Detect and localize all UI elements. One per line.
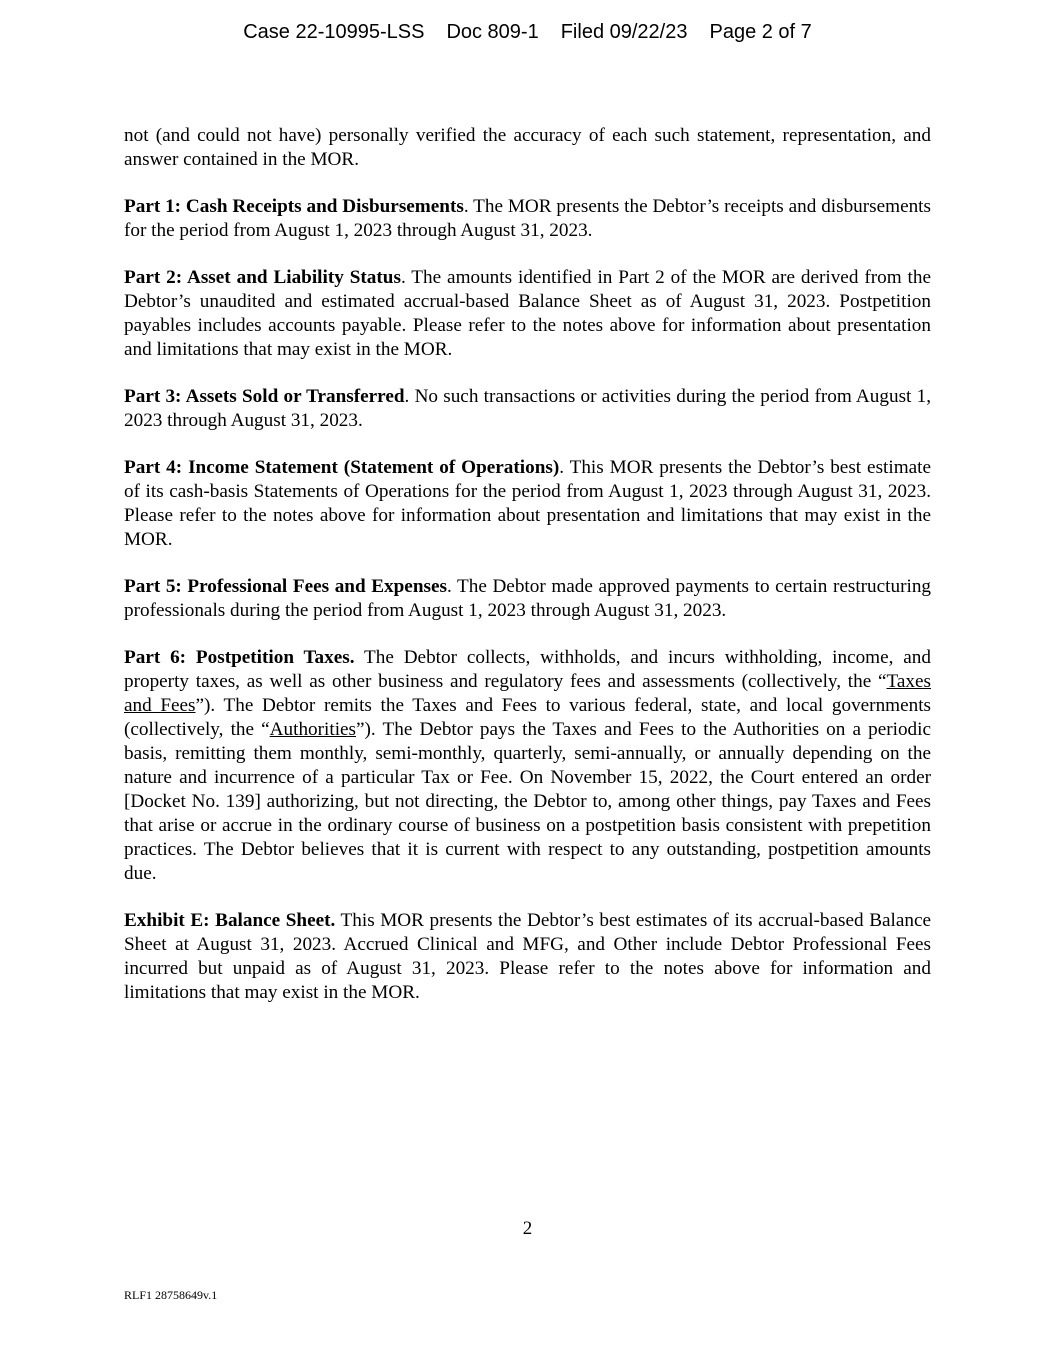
part6-text-c: ”). The Debtor pays the Taxes and Fees to the Authorities on a periodic basis, remitting them monthly, semi-monthly, quarterly, semi-annually, or annually depending on the nature and incurrence of a particular Tax or Fee. On November 15, 2022, the Court entered an order [Docket No. 139] authorizing, but not directing, the Debtor to, among other things, pay Taxes and Fees that arise or accrue in the ordinary course of business on a postpetition basis consistent with prepetition practices. The Debtor believes that it is current with respect to any outstanding, postpetition amounts due.: [124, 719, 931, 884]
filed-date: Filed 09/22/23: [560, 21, 688, 43]
part6-text-a: The Debtor collects, withholds, and incurs withholding, income, and property taxes, as well as other business and regulatory fees and assessments (collectively, the “: [124, 647, 931, 692]
defined-term-authorities: Authorities: [269, 719, 357, 740]
page-indicator: Page 2 of 7: [709, 21, 812, 43]
part2-text: . The amounts identified in Part 2 of the MOR are derived from the Debtor’s unaudited and estimated accrual-based Balance Sheet as of August 31, 2023. Postpetition payables includes accounts payable. Please refer to the notes above for information about presentation and limitations that may exist in the MOR.: [124, 267, 931, 360]
document-body: [124, 124, 931, 1028]
part1-text: . The MOR presents the Debtor’s receipts and disbursements for the period from August 1, 2023 through August 31, 2023.: [124, 196, 931, 241]
filing-header: [0, 19, 1055, 45]
part4-paragraph: [124, 456, 931, 552]
part3-text: . No such transactions or activities during the period from August 1, 2023 through August 31, 2023.: [124, 386, 931, 431]
part4-text: . This MOR presents the Debtor’s best estimate of its cash-basis Statements of Operations for the period from August 1, 2023 through August 31, 2023. Please refer to the notes above for information about presentation and limitations that may exist in the MOR.: [124, 457, 931, 550]
part5-heading: Part 5: Professional Fees and Expenses: [124, 576, 447, 597]
part1-paragraph: [124, 195, 931, 243]
exhibit-e-paragraph: [124, 909, 931, 1005]
intro-paragraph: not (and could not have) personally verified the accuracy of each such statement, representation, and answer contained in the MOR.: [124, 125, 931, 170]
part2-paragraph: [124, 266, 931, 362]
part3-paragraph: [124, 385, 931, 433]
exhibit-e-heading: Exhibit E: Balance Sheet.: [124, 910, 336, 931]
part6-heading: Part 6: Postpetition Taxes.: [124, 647, 355, 668]
part5-text: . The Debtor made approved payments to certain restructuring professionals during the period from August 1, 2023 through August 31, 2023.: [124, 576, 932, 621]
part2-heading: Part 2: Asset and Liability Status: [124, 267, 401, 288]
case-number: Case 22-10995-LSS: [243, 21, 425, 43]
part4-heading: Part 4: Income Statement (Statement of Operations): [124, 457, 560, 478]
part6-paragraph: [124, 646, 931, 886]
exhibit-e-text: This MOR presents the Debtor’s best estimates of its accrual-based Balance Sheet at August 31, 2023. Accrued Clinical and MFG, and Other include Debtor Professional Fees incurred but unpaid as of August 31, 2023. Please refer to the notes above for information and limitations that may exist in the MOR.: [124, 910, 931, 1003]
part6-text-b: ”). The Debtor remits the Taxes and Fees to various federal, state, and local governments (collectively, the “: [124, 695, 931, 740]
doc-number: Doc 809-1: [446, 21, 539, 43]
page-number: 2: [522, 1218, 533, 1239]
document-id-footer: RLF1 28758649v.1: [124, 1288, 218, 1302]
defined-term-taxes-and-fees: Taxes and Fees: [124, 671, 931, 716]
part3-heading: Part 3: Assets Sold or Transferred: [124, 386, 405, 407]
part1-heading: Part 1: Cash Receipts and Disbursements: [124, 196, 464, 217]
part5-paragraph: [124, 575, 931, 623]
